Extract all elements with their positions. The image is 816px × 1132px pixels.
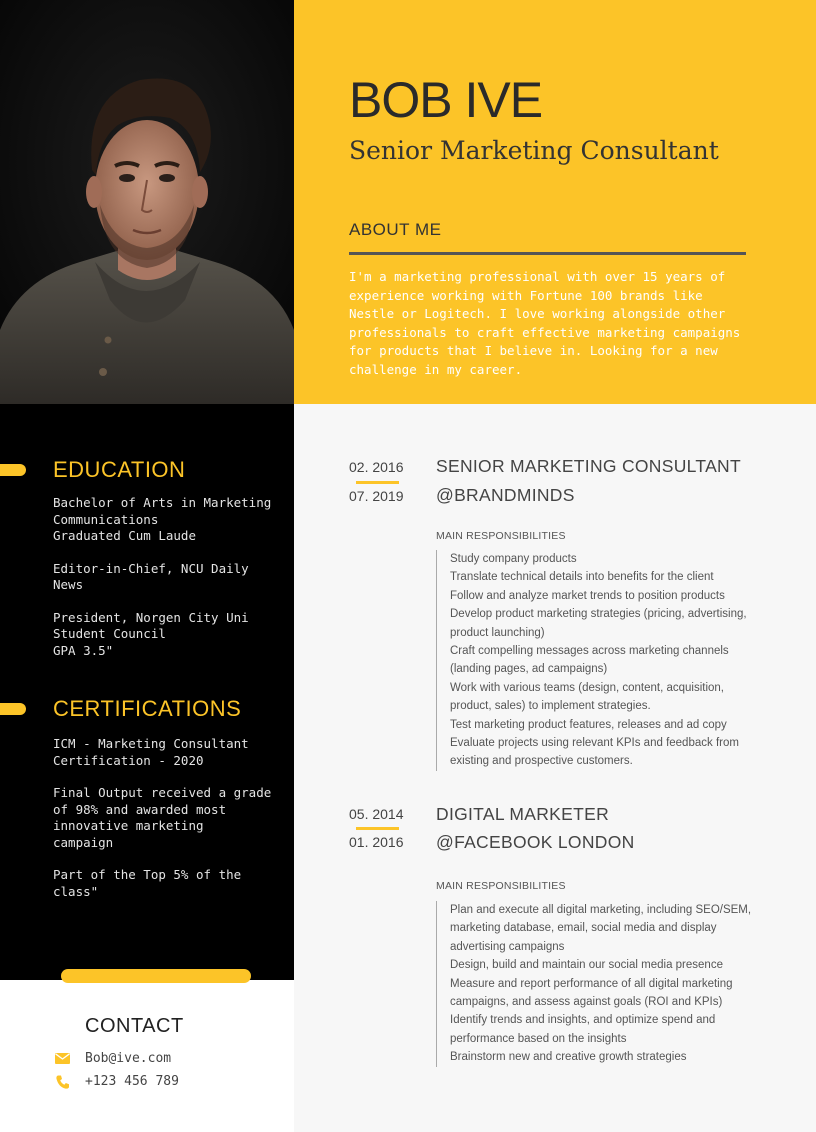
- job-start-date: 05. 2014: [349, 806, 404, 822]
- list-item: Design, build and maintain our social media presence: [450, 959, 723, 972]
- certifications-list: [53, 736, 283, 916]
- education-marker: [0, 464, 26, 476]
- contact-phone[interactable]: +123 456 789: [85, 1074, 179, 1089]
- list-item: Follow and analyze market trends to position products: [450, 589, 725, 602]
- job-role: SENIOR MARKETING CONSULTANT: [436, 456, 741, 476]
- list-item: Brainstorm new and creative growth strategies: [450, 1051, 687, 1064]
- contact-phone-row: [53, 1074, 179, 1089]
- contact-divider: [61, 969, 251, 983]
- envelope-icon: [53, 1053, 71, 1064]
- responsibilities-list: [436, 901, 756, 1067]
- list-item: Measure and report performance of all digital marketing campaigns, and assess against goals (ROI and KPIs): [450, 977, 733, 1009]
- education-item: Editor-in-Chief, NCU Daily News: [53, 560, 249, 592]
- list-item: Study company products: [450, 553, 577, 565]
- certifications-heading: CERTIFICATIONS: [53, 696, 242, 721]
- education-item: Bachelor of Arts in Marketing Communications Graduated Cum Laude: [53, 495, 272, 543]
- date-divider: [356, 827, 399, 830]
- job-role: DIGITAL MARKETER: [436, 804, 610, 824]
- contact-heading: CONTACT: [85, 1015, 184, 1037]
- list-item: Craft compelling messages across marketing channels (landing pages, ad campaigns): [450, 645, 729, 676]
- job-company: @FACEBOOK LONDON: [436, 832, 635, 852]
- phone-icon: [53, 1075, 71, 1089]
- responsibilities-heading: MAIN RESPONSIBILITIES: [436, 530, 566, 542]
- education-heading: EDUCATION: [53, 457, 186, 482]
- education-item: President, Norgen City Uni Student Council GPA 3.5": [53, 609, 249, 658]
- job-start-date: 02. 2016: [349, 459, 404, 475]
- list-item: Plan and execute all digital marketing, including SEO/SEM, marketing database, email, social media and display advertising campaigns: [450, 904, 752, 953]
- contact-email-row: [53, 1051, 171, 1066]
- certification-item: Final Output received a grade of 98% and awarded most innovative marketing campaign: [53, 785, 272, 850]
- contact-email[interactable]: Bob@ive.com: [85, 1051, 172, 1066]
- job-company: @BRANDMINDS: [436, 485, 575, 505]
- profile-photo: [0, 0, 294, 404]
- about-heading: ABOUT ME: [349, 220, 442, 239]
- date-divider: [356, 481, 399, 484]
- portrait-illustration: [0, 0, 294, 404]
- candidate-title: Senior Marketing Consultant: [349, 136, 719, 165]
- list-item: Work with various teams (design, content, acquisition, product, sales) to implement strategies.: [450, 681, 724, 713]
- responsibilities-heading: MAIN RESPONSIBILITIES: [436, 880, 566, 892]
- about-text: I'm a marketing professional with over 15 years of experience working with Fortune 100 brands like Nestle or Logitech. I love working alongside other professionals to craft effective marketing campaigns for products that I believe in. Looking for a new challenge in my career.: [349, 269, 741, 377]
- list-item: Translate technical details into benefits for the client: [450, 571, 714, 584]
- education-list: [53, 495, 283, 675]
- responsibilities-list: [436, 550, 756, 771]
- list-item: Identify trends and insights, and optimize spend and performance based on the insights: [450, 1014, 716, 1045]
- list-item: Develop product marketing strategies (pricing, advertising, product launching): [450, 608, 747, 639]
- certifications-marker: [0, 703, 26, 715]
- list-item: Test marketing product features, releases and ad copy: [450, 718, 727, 731]
- certification-item: Part of the Top 5% of the class": [53, 867, 242, 899]
- job-end-date: 07. 2019: [349, 488, 404, 504]
- list-item: Evaluate projects using relevant KPIs and feedback from existing and prospective customers.: [450, 737, 739, 768]
- certification-item: ICM - Marketing Consultant Certification - 2020: [53, 736, 249, 768]
- candidate-name: BOB IVE: [349, 72, 543, 128]
- about-divider: [349, 252, 746, 255]
- job-end-date: 01. 2016: [349, 834, 404, 850]
